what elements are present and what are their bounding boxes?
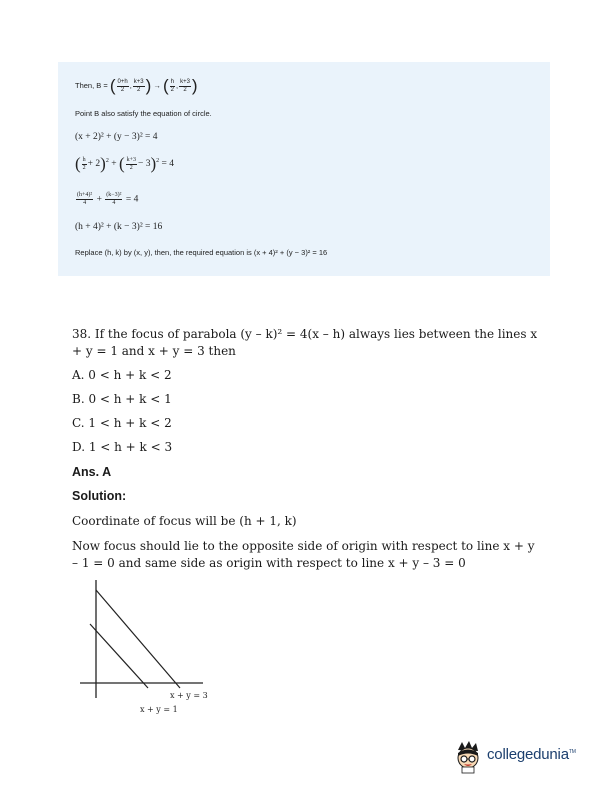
eq3-rhs: = 4 [125,194,139,205]
option-d: D. 1 < h + k < 3 [72,440,173,454]
focus-coordinate-text: Coordinate of focus will be (h + 1, k) [72,514,297,528]
line-x-plus-y-3 [96,590,180,688]
brand-name-text: collegedunia [487,746,569,763]
expanded-equation: (h + 4)² + (k − 3)² = 16 [75,222,163,232]
label-line-2: x + y = 3 [170,691,208,700]
line-x-plus-y-1 [90,624,148,688]
fraction-equation: $\frac{\text{(h+4)²}}{4}$ + $\frac{\text{(k−3)²}}{4}$ = 4 [77,192,139,206]
collegedunia-logo [452,740,592,776]
point-b-text: Point B also satisfy the equation of circle. [75,109,212,118]
mascot-icon [452,740,486,774]
brand-name [487,746,576,763]
option-a: A. 0 < h + k < 2 [72,368,172,382]
circle-equation: (x + 2)² + (y − 3)² = 4 [75,132,158,142]
label-line-1: x + y = 1 [140,705,178,714]
explanation-text: Now focus should lie to the opposite side of origin with respect to line x + y – 1 = 0 and same side as origin with respect to line x + y – 3 = 0 [72,539,535,570]
previous-solution-box [58,62,550,276]
question-text: 38. If the focus of parabola (y – k)² = 4(x – h) always lies between the lines x + y = 1 and x + y = 3 then [72,327,538,358]
replace-text: Replace (h, k) by (x, y), then, the required equation is (x + 4)² + (y − 3)² = 16 [75,248,328,257]
trademark: TM [568,749,576,755]
option-c: C. 1 < h + k < 2 [72,416,172,430]
answer-label: Ans. A [72,465,112,479]
solution-label: Solution: [72,489,127,503]
substituted-equation: ( $\frac{h}{2}$ + 2)$^2$ + ( $\frac{k+3}{2}$ − 3)$^2$ = 4 [75,154,175,173]
eq2-rhs: = 4 [161,159,175,170]
then-b-line: Then, B = ( $\frac{0+h}{2}$ , $\frac{k+3}{2}$ ) → ( $\frac{h}{2}$ , $\frac{k+3}{2}$ ) [75,76,198,95]
then-b-label: Then, B = [75,80,108,90]
lines-graph [78,580,238,720]
option-b: B. 0 < h + k < 1 [72,392,172,406]
